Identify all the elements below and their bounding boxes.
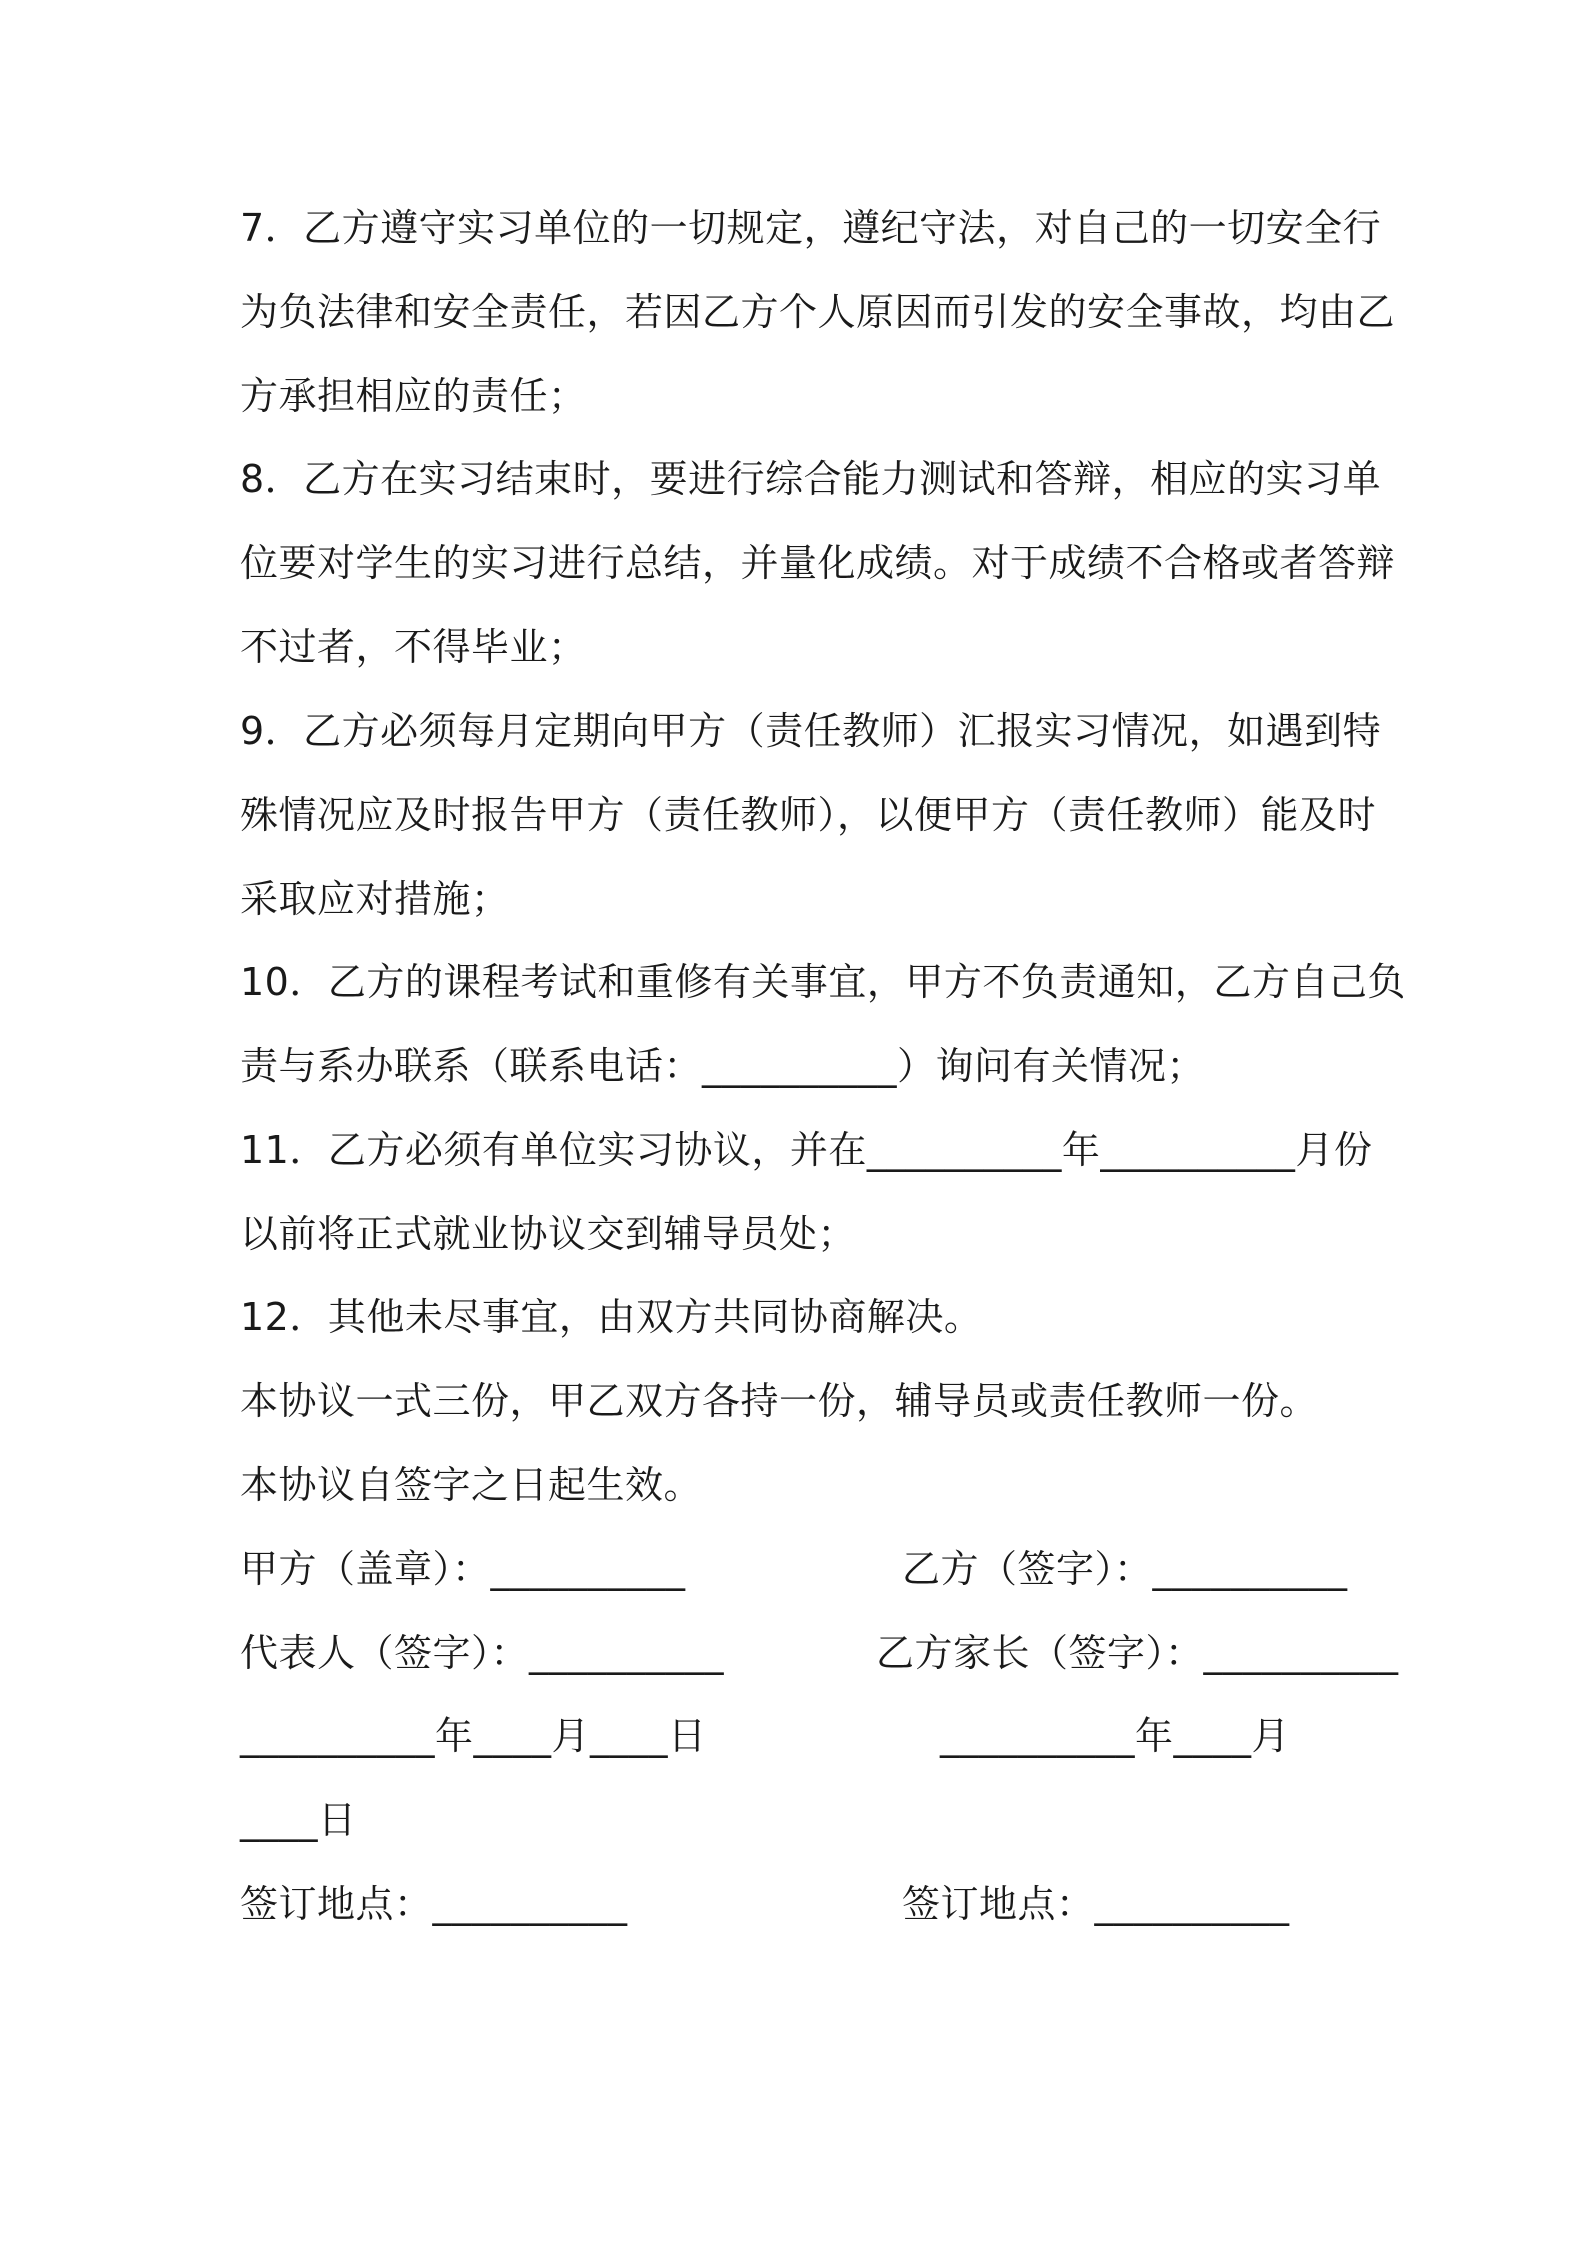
clause-12-line-1: 12．其他未尽事宜，由双方共同协商解决。 [240, 1295, 983, 1339]
clause-10-line-1: 10．乙方的课程考试和重修有关事宜，甲方不负责通知，乙方自己负 [240, 960, 1406, 1004]
party-a-date-field: __________年____月____日 [240, 1714, 707, 1758]
clause-9-line-1: 9．乙方必须每月定期向甲方（责任教师）汇报实习情况，如遇到特 [240, 709, 1382, 753]
closing-effective: 本协议自签字之日起生效。 [240, 1463, 703, 1507]
clause-9-line-3: 采取应对措施； [240, 877, 510, 921]
representative-sign-field: 代表人（签字）：__________ [240, 1631, 725, 1675]
party-a-place-field: 签订地点：__________ [240, 1882, 628, 1926]
parent-sign-field: 乙方家长（签字）：__________ [876, 1631, 1399, 1675]
clause-8-line-1: 8．乙方在实习结束时，要进行综合能力测试和答辩，相应的实习单 [240, 457, 1382, 501]
clause-11-line-1: 11．乙方必须有单位实习协议，并在__________年__________月份 [240, 1128, 1373, 1172]
party-b-date-day-field: ____日 [240, 1798, 357, 1842]
clause-7-line-3: 方承担相应的责任； [240, 374, 587, 418]
party-b-date-field: __________年____月 [940, 1714, 1291, 1758]
party-a-seal-field: 甲方（盖章）：__________ [240, 1547, 686, 1591]
clause-9-line-2: 殊情况应及时报告甲方（责任教师），以便甲方（责任教师）能及时 [240, 793, 1377, 837]
clause-7-line-1: 7．乙方遵守实习单位的一切规定，遵纪守法，对自己的一切安全行 [240, 206, 1382, 250]
clause-11-line-2: 以前将正式就业协议交到辅导员处； [240, 1212, 857, 1256]
clause-8-line-3: 不过者，不得毕业； [240, 625, 587, 669]
party-b-sign-field: 乙方（签字）：__________ [902, 1547, 1348, 1591]
clause-10-line-2: 责与系办联系（联系电话：__________）询问有关情况； [240, 1044, 1206, 1088]
party-b-place-field: 签订地点：__________ [902, 1882, 1290, 1926]
clause-8-line-2: 位要对学生的实习进行总结，并量化成绩。对于成绩不合格或者答辩 [240, 541, 1396, 585]
closing-copies: 本协议一式三份，甲乙双方各持一份，辅导员或责任教师一份。 [240, 1379, 1319, 1423]
clause-7-line-2: 为负法律和安全责任，若因乙方个人原因而引发的安全事故，均由乙 [240, 290, 1396, 334]
